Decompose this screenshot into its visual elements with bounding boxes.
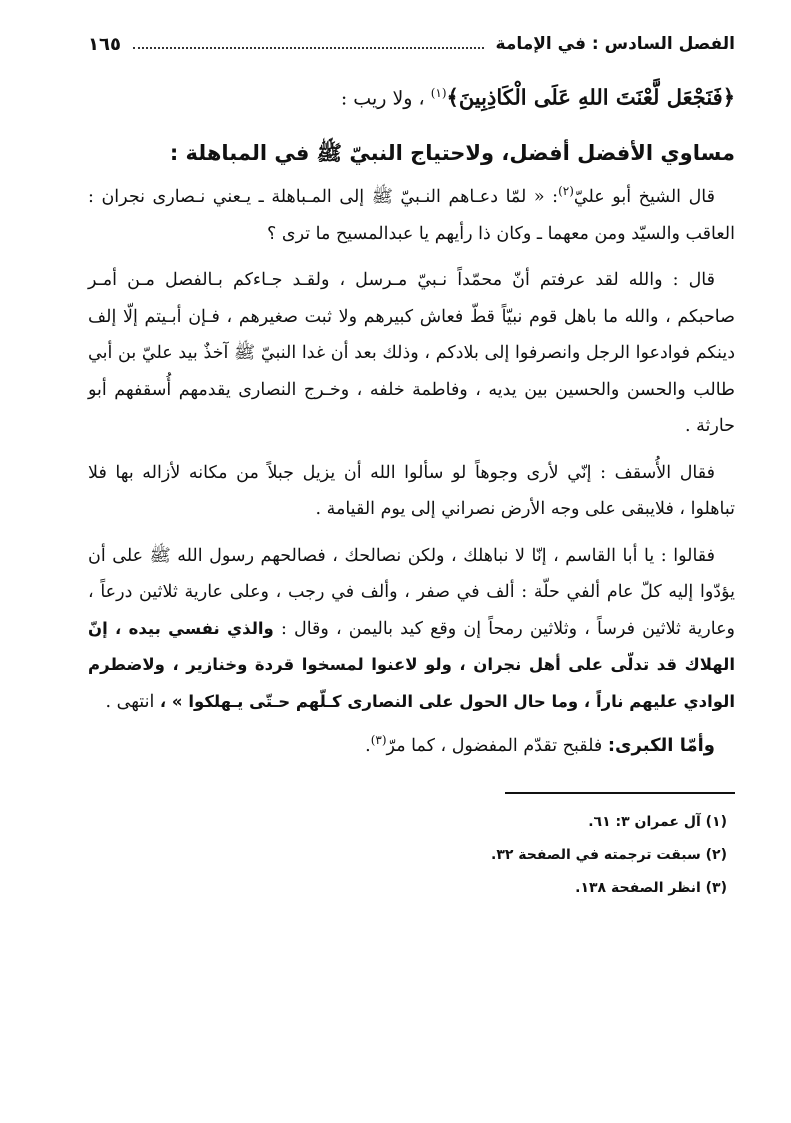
paragraph-4	[88, 538, 735, 721]
kubra-line	[88, 722, 735, 764]
footnote-separator	[505, 792, 735, 794]
book-page	[88, 26, 735, 905]
paragraph-1	[88, 173, 735, 252]
section-heading: مساوي الأفضل أفضل، ولاحتياج النبيّ ﷺ في المباهلة :	[169, 141, 735, 166]
footnote-3: (٣) انظر الصفحة ١٣٨.	[575, 879, 727, 896]
paragraph-2-text: قال : والله لقد عرفتم أنّ محمّداً نـبيّ مـرسل ، ولقـد جـاءكم بـالفصل مـن أمـر صاحبكم ، والله ما باهل قوم نبيّاً قطّ فعاش كبيرهم ولا ثبت صغيرهم ، فـإن أبـيتم إلّا إلف دينكم فوادعوا الرجل وانصرفوا إلى بلادكم ، وذلك بعد أن غدا النبيّ ﷺ آخذٌ بيد عليّ بن أبي طالب والحسن والحسين بين يديه ، وفاطمة خلفه ، وخـرج النصارى يقدمهم أُسقفهم أبو حارثة .	[88, 270, 735, 437]
footnote-ref-2[interactable]: (٢)	[558, 184, 574, 199]
verse-line	[88, 76, 735, 115]
footnote-1: (١) آل عمران ٣: ٦١.	[588, 813, 727, 830]
paragraph-3-text: فقال الأُسقف : إنّي لأرى وجوهاً لو سألوا الله أن يزيل جبلاً من مكانه لأزاله بها فلا تباهلوا ، فلايبقى على وجه الأرض نصراني إلى يوم القيامة .	[88, 462, 735, 520]
paragraph-3	[88, 455, 735, 528]
header-dotted-leader	[133, 47, 484, 49]
page-number: ١٦٥	[88, 33, 121, 55]
paragraph-4-a: فقالوا : يا أبا القاسم ، إنّا لا نباهلك ، ولكن نصالحك ، فصالحهم رسول الله ﷺ على أن يؤدّوا إليه كلّ عام ألفي حلّة : ألف في صفر ، وألف في رجب ، وعلى عارية ثلاثين درعاً ، وعارية ثلاثين فرساً ، وثلاثين رمحاً إن وقع كيد باليمن ، وقال :	[88, 545, 735, 639]
paragraph-1-b: : « لمّا دعـاهم النـبيّ ﷺ إلى المـباهلة ـ يـعني نـصارى نجران : العاقب والسيّد ومن معهما ـ وكان ذا رأيهم يا عبدالمسيح ما ترى ؟	[88, 187, 735, 244]
kubra-end: .	[365, 735, 371, 756]
kubra-text: فلقبح تقدّم المفضول ، كما مرّ	[386, 735, 603, 756]
kubra-label: وأمّا الكبرى:	[607, 734, 715, 756]
footnote-ref-3[interactable]: (٣)	[370, 733, 387, 748]
footnotes	[88, 806, 735, 905]
paragraph-1-a: قال الشيخ أبو عليّ	[573, 187, 716, 208]
paragraph-4-end: انتهى .	[105, 691, 155, 712]
running-header	[88, 26, 735, 62]
quran-verse: ﴿فَنَجْعَل لَّعْنَتَ اللهِ عَلَى الْكَاذِبِينَ﴾	[446, 84, 735, 110]
paragraph-4-bold-quote: والذي نفسي بيده ، إنّ الهلاك قد تدلّى على أهل نجران ، ولو لاعنوا لمسخوا قردة وخنازير ، ولاضطرم الوادي عليهم ناراً ، وما حال الحول على النصارى كـلّهم حـتّى يـهلكوا » ،	[88, 618, 735, 711]
chapter-title: الفصل السادس : في الإمامة	[495, 34, 735, 54]
footnote-ref-1[interactable]: (١)	[430, 86, 447, 100]
footnote-2: (٢) سبقت ترجمته في الصفحة ٣٢.	[490, 846, 727, 863]
verse-line-tail: ، ولا ريب :	[340, 87, 425, 110]
paragraph-2	[88, 262, 735, 445]
